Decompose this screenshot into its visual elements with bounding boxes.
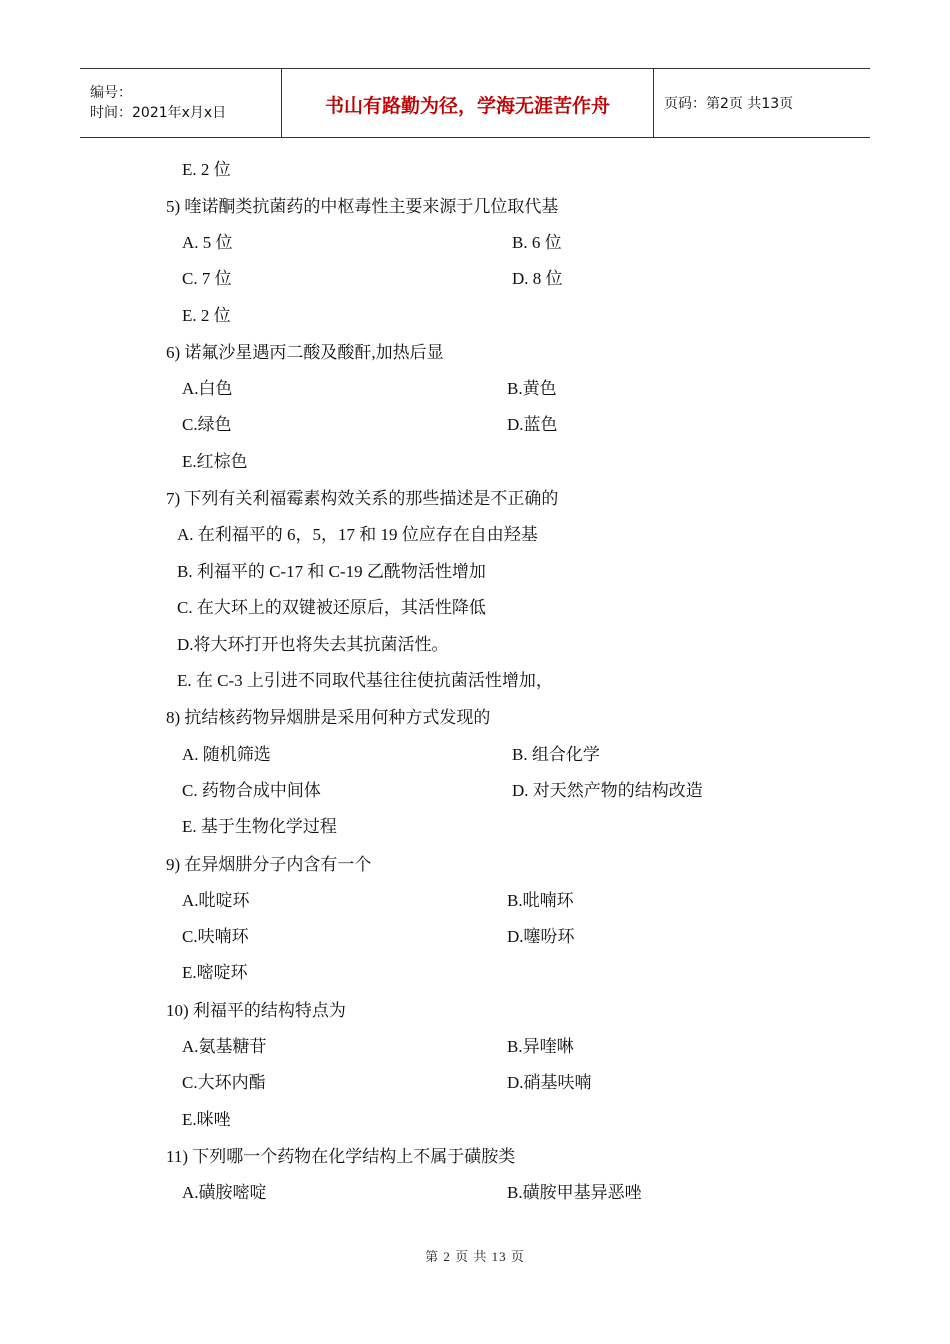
header-page-info: 页码：第2页 共13页	[664, 96, 794, 112]
question-9: 9) 在异烟肼分子内含有一个	[166, 855, 372, 874]
option-a: A.白色	[182, 379, 233, 398]
option-d: D.蓝色	[507, 415, 558, 434]
header-motto: 书山有路勤为径，学海无涯苦作舟	[282, 69, 654, 137]
option-e: E. 基于生物化学过程	[182, 817, 337, 836]
option-e: E.红棕色	[182, 452, 248, 471]
option-d: D.硝基呋喃	[507, 1073, 592, 1092]
option-d: D. 8 位	[512, 269, 563, 288]
option-a: A. 随机筛选	[182, 745, 271, 764]
option-c: C.绿色	[182, 415, 232, 434]
doc-number-label: 编号：	[90, 85, 132, 101]
page-header	[80, 68, 870, 138]
question-5: 5) 喹诺酮类抗菌药的中枢毒性主要来源于几位取代基	[166, 197, 559, 216]
option-d: D.将大环打开也将失去其抗菌活性。	[177, 635, 449, 654]
option-d: D.噻吩环	[507, 927, 575, 946]
option-e: E. 在 C-3 上引进不同取代基往往使抗菌活性增加，	[177, 671, 553, 690]
option-c: C. 在大环上的双键被还原后，其活性降低	[177, 598, 486, 617]
option-a: A. 5 位	[182, 233, 233, 252]
option-b: B. 6 位	[512, 233, 562, 252]
question-8: 8) 抗结核药物异烟肼是采用何种方式发现的	[166, 708, 491, 727]
option-e: E.咪唑	[182, 1110, 231, 1129]
option-a: A.氨基糖苷	[182, 1037, 267, 1056]
option-e: E. 2 位	[182, 160, 231, 179]
page-footer: 第 2 页 共 13 页	[425, 1249, 525, 1264]
option-c: C. 7 位	[182, 269, 232, 288]
option-b: B. 组合化学	[512, 745, 600, 764]
option-d: D. 对天然产物的结构改造	[512, 781, 703, 800]
option-a: A.磺胺嘧啶	[182, 1183, 267, 1202]
option-e: E.嘧啶环	[182, 963, 248, 982]
option-b: B.黄色	[507, 379, 557, 398]
time-label: 时间：2021年x月x日	[90, 105, 227, 121]
option-c: C. 药物合成中间体	[182, 781, 321, 800]
question-11: 11) 下列哪一个药物在化学结构上不属于磺胺类	[166, 1147, 516, 1166]
question-10: 10) 利福平的结构特点为	[166, 1001, 346, 1020]
option-e: E. 2 位	[182, 306, 231, 325]
question-6: 6) 诺氟沙星遇丙二酸及酸酐,加热后显	[166, 343, 444, 362]
option-a: A. 在利福平的 6，5，17 和 19 位应存在自由羟基	[177, 525, 538, 544]
question-7: 7) 下列有关利福霉素构效关系的那些描述是不正确的	[166, 489, 559, 508]
option-c: C.大环内酯	[182, 1073, 266, 1092]
option-b: B.异喹啉	[507, 1037, 574, 1056]
option-b: B. 利福平的 C-17 和 C-19 乙酰物活性增加	[177, 562, 486, 581]
option-c: C.呋喃环	[182, 927, 249, 946]
option-b: B.磺胺甲基异恶唑	[507, 1183, 642, 1202]
option-b: B.吡喃环	[507, 891, 574, 910]
option-a: A.吡啶环	[182, 891, 250, 910]
header-meta	[80, 69, 282, 137]
